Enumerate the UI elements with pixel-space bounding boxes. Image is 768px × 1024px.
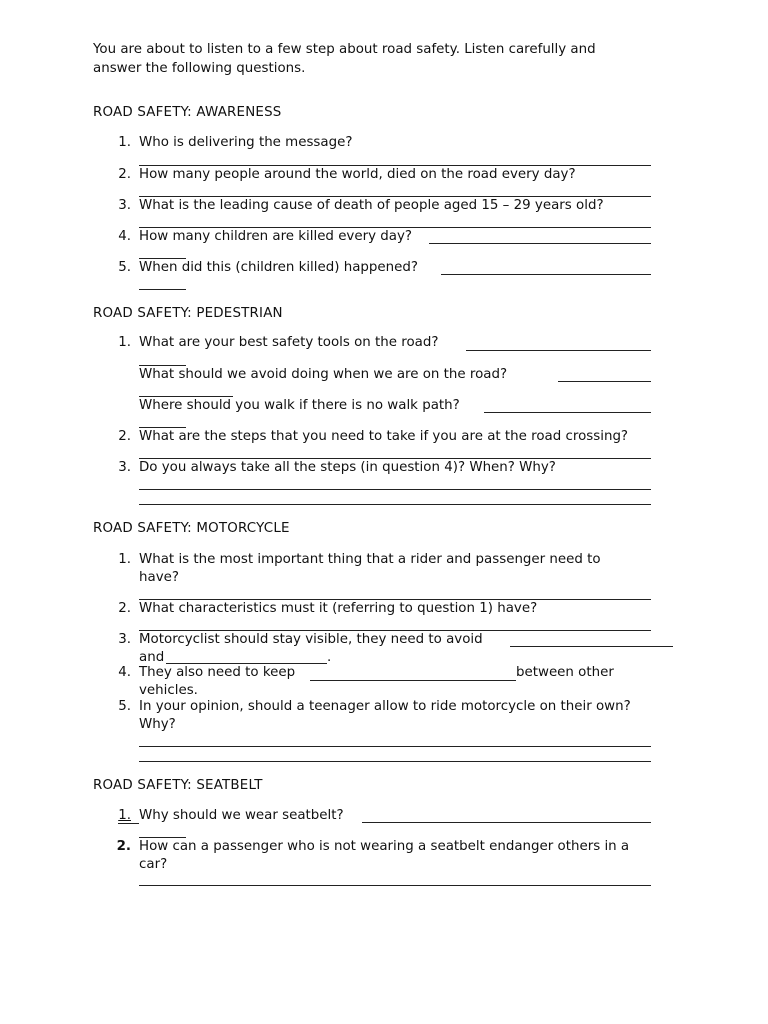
- question-number: 1.: [118, 808, 131, 823]
- answer-line[interactable]: [510, 646, 673, 647]
- question-number: 2.: [116, 839, 131, 854]
- question-number: 2.: [118, 601, 131, 616]
- answer-line[interactable]: [139, 489, 651, 490]
- question-number: 3.: [118, 198, 131, 213]
- answer-line[interactable]: [139, 885, 651, 886]
- question-text: How many people around the world, died on the road every day?: [139, 167, 576, 182]
- question-number: 1.: [118, 552, 131, 567]
- answer-line[interactable]: [139, 746, 651, 747]
- answer-line[interactable]: [310, 680, 516, 681]
- question-text: Where should you walk if there is no walk path?: [139, 398, 460, 413]
- question-number: 1.: [118, 335, 131, 350]
- period: .: [327, 650, 332, 665]
- answer-line[interactable]: [139, 504, 651, 505]
- question-text: What is the most important thing that a rider and passenger need to: [139, 552, 601, 567]
- question-number: 4.: [118, 229, 131, 244]
- answer-line[interactable]: [558, 381, 651, 382]
- number-underline: [118, 823, 139, 824]
- question-text: have?: [139, 570, 179, 585]
- answer-line[interactable]: [484, 412, 651, 413]
- answer-line[interactable]: [362, 822, 651, 823]
- question-text: What characteristics must it (referring to question 1) have?: [139, 601, 538, 616]
- question-text: What is the leading cause of death of people aged 15 – 29 years old?: [139, 198, 604, 213]
- question-text: They also need to keep: [139, 665, 296, 680]
- section-heading-motorcycle: ROAD SAFETY: MOTORCYCLE: [93, 521, 290, 536]
- question-text: car?: [139, 857, 168, 872]
- question-text: What are your best safety tools on the road?: [139, 335, 439, 350]
- question-text: In your opinion, should a teenager allow to ride motorcycle on their own?: [139, 699, 631, 714]
- question-text: between other: [516, 665, 614, 680]
- question-number: 2.: [118, 429, 131, 444]
- question-number: 3.: [118, 632, 131, 647]
- question-text: What should we avoid doing when we are on the road?: [139, 367, 508, 382]
- answer-line[interactable]: [139, 761, 651, 762]
- section-heading-awareness: ROAD SAFETY: AWARENESS: [93, 105, 282, 120]
- answer-line[interactable]: [139, 289, 186, 290]
- question-number: 1.: [118, 135, 131, 150]
- question-number: 4.: [118, 665, 131, 680]
- answer-line[interactable]: [466, 350, 651, 351]
- section-heading-seatbelt: ROAD SAFETY: SEATBELT: [93, 778, 263, 793]
- question-text: vehicles.: [139, 683, 198, 698]
- question-text: Who is delivering the message?: [139, 135, 353, 150]
- question-number: 5.: [118, 699, 131, 714]
- answer-line[interactable]: [441, 274, 651, 275]
- question-number: 3.: [118, 460, 131, 475]
- answer-line[interactable]: [429, 243, 651, 244]
- intro-line-1: You are about to listen to a few step about road safety. Listen carefully and: [93, 42, 596, 57]
- and-word: and: [139, 650, 165, 665]
- question-text: When did this (children killed) happened?: [139, 260, 418, 275]
- question-text: What are the steps that you need to take if you are at the road crossing?: [139, 429, 629, 444]
- question-text: How many children are killed every day?: [139, 229, 413, 244]
- question-text: Motorcyclist should stay visible, they need to avoid: [139, 632, 483, 647]
- section-heading-pedestrian: ROAD SAFETY: PEDESTRIAN: [93, 306, 283, 321]
- question-text: Why?: [139, 717, 176, 732]
- intro-line-2: answer the following questions.: [93, 61, 306, 76]
- question-text: Why should we wear seatbelt?: [139, 808, 344, 823]
- question-text: How can a passenger who is not wearing a seatbelt endanger others in a: [139, 839, 630, 854]
- question-number: 2.: [118, 167, 131, 182]
- question-number: 5.: [118, 260, 131, 275]
- question-text: Do you always take all the steps (in question 4)? When? Why?: [139, 460, 556, 475]
